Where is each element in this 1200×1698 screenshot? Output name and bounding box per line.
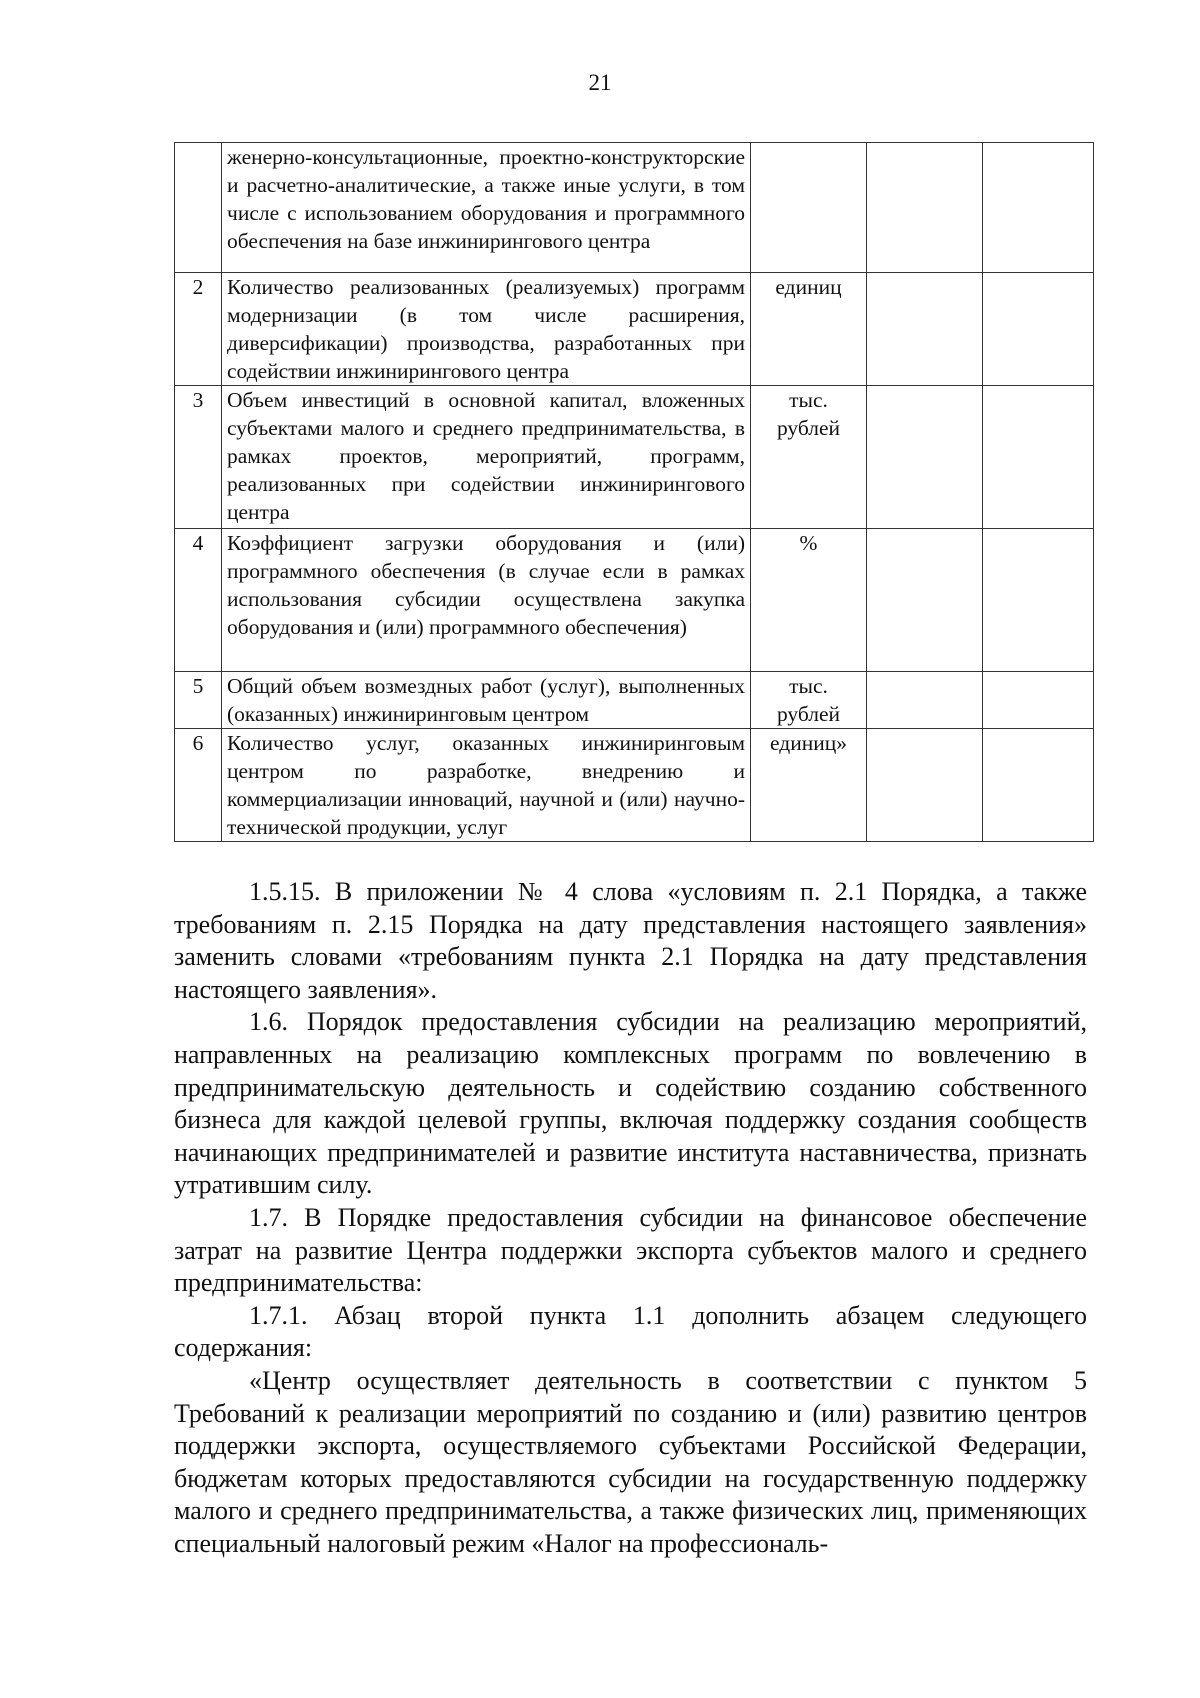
row-number xyxy=(175,143,222,273)
empty-value-cell xyxy=(867,143,983,273)
empty-value-cell xyxy=(983,273,1094,386)
page-number: 21 xyxy=(588,70,612,95)
empty-value-cell xyxy=(867,273,983,386)
empty-value-cell xyxy=(983,729,1094,842)
empty-value-cell xyxy=(983,386,1094,529)
row-number: 2 xyxy=(175,273,222,386)
unit-of-measure xyxy=(751,143,867,273)
empty-value-cell xyxy=(983,529,1094,672)
paragraph-quote: «Центр осуществляет деятельность в соответствии с пунктом 5 Требований к реализации мероприятий по созданию и (или) развитию центров поддержки экспорта, осуществляемого субъектами Российской Федерации, бюджетам которых предоставляются субсидии на государственную поддержку малого и среднего предпринимательства, а также физических лиц, применяющих специальный налоговый режим «Налог на профессиональ- xyxy=(174,1365,1087,1558)
unit-of-measure: % xyxy=(751,529,867,672)
table-row xyxy=(175,386,1094,529)
indicator-name: Объем инвестиций в основной капитал, вложенных субъектами малого и среднего предпринимательства, в рамках проектов, мероприятий, программ, реализованных при содействии инжинирингового центра xyxy=(222,386,751,529)
indicator-name: Количество реализованных (реализуемых) программ модернизации (в том числе расширения, диверсификации) производства, разработанных при содействии инжинирингового центра xyxy=(222,273,751,386)
table-row xyxy=(175,729,1094,842)
paragraph-1-5-15: 1.5.15. В приложении № 4 слова «условиям п. 2.1 Порядка, а также требованиям п. 2.15 Порядка на дату представления настоящего заявления» заменить словами «требованиям пункта 2.1 Порядка на дату представления настоящего заявления». xyxy=(174,877,1087,1004)
paragraph-1-6: 1.6. Порядок предоставления субсидии на реализацию мероприятий, направленных на реализацию комплексных программ по вовлечению в предпринимательскую деятельность и содействию созданию собственного бизнеса для каждой целевой группы, включая поддержку создания сообществ начинающих предпринимателей и развитие института наставничества, признать утратившим силу. xyxy=(174,1007,1087,1200)
empty-value-cell xyxy=(867,672,983,729)
unit-of-measure: единиц» xyxy=(751,729,867,842)
row-number: 4 xyxy=(175,529,222,672)
paragraph-1-7: 1.7. В Порядке предоставления субсидии на финансовое обеспечение затрат на развитие Центра поддержки экспорта субъектов малого и среднего предпринимательства: xyxy=(174,1202,1087,1298)
body-text xyxy=(174,876,1087,1560)
indicators-table xyxy=(174,142,1094,842)
paragraph-1-7-1: 1.7.1. Абзац второй пункта 1.1 дополнить абзацем следующего содержания: xyxy=(174,1300,1087,1363)
empty-value-cell xyxy=(983,143,1094,273)
indicator-name: Количество услуг, оказанных инжиниринговым центром по разработке, внедрению и коммерциализации инноваций, научной и (или) научно-технической продукции, услуг xyxy=(222,729,751,842)
table-row xyxy=(175,143,1094,273)
empty-value-cell xyxy=(867,529,983,672)
row-number: 3 xyxy=(175,386,222,529)
unit-of-measure: тыс. рублей xyxy=(751,672,867,729)
unit-of-measure: единиц xyxy=(751,273,867,386)
row-number: 6 xyxy=(175,729,222,842)
table-row xyxy=(175,672,1094,729)
indicator-name: Коэффициент загрузки оборудования и (или) программного обеспечения (в случае если в рамках использования субсидии осуществлена закупка оборудования и (или) программного обеспечения) xyxy=(222,529,751,672)
empty-value-cell xyxy=(983,672,1094,729)
empty-value-cell xyxy=(867,729,983,842)
empty-value-cell xyxy=(867,386,983,529)
unit-of-measure: тыс. рублей xyxy=(751,386,867,529)
table-row xyxy=(175,529,1094,672)
indicator-name: Общий объем возмездных работ (услуг), выполненных (оказанных) инжиниринговым центром xyxy=(222,672,751,729)
indicator-name: женерно-консультационные, проектно-конструкторские и расчетно-аналитические, а также иные услуги, в том числе с использованием оборудования и программного обеспечения на базе инжинирингового центра xyxy=(222,143,751,273)
row-number: 5 xyxy=(175,672,222,729)
table-row xyxy=(175,273,1094,386)
